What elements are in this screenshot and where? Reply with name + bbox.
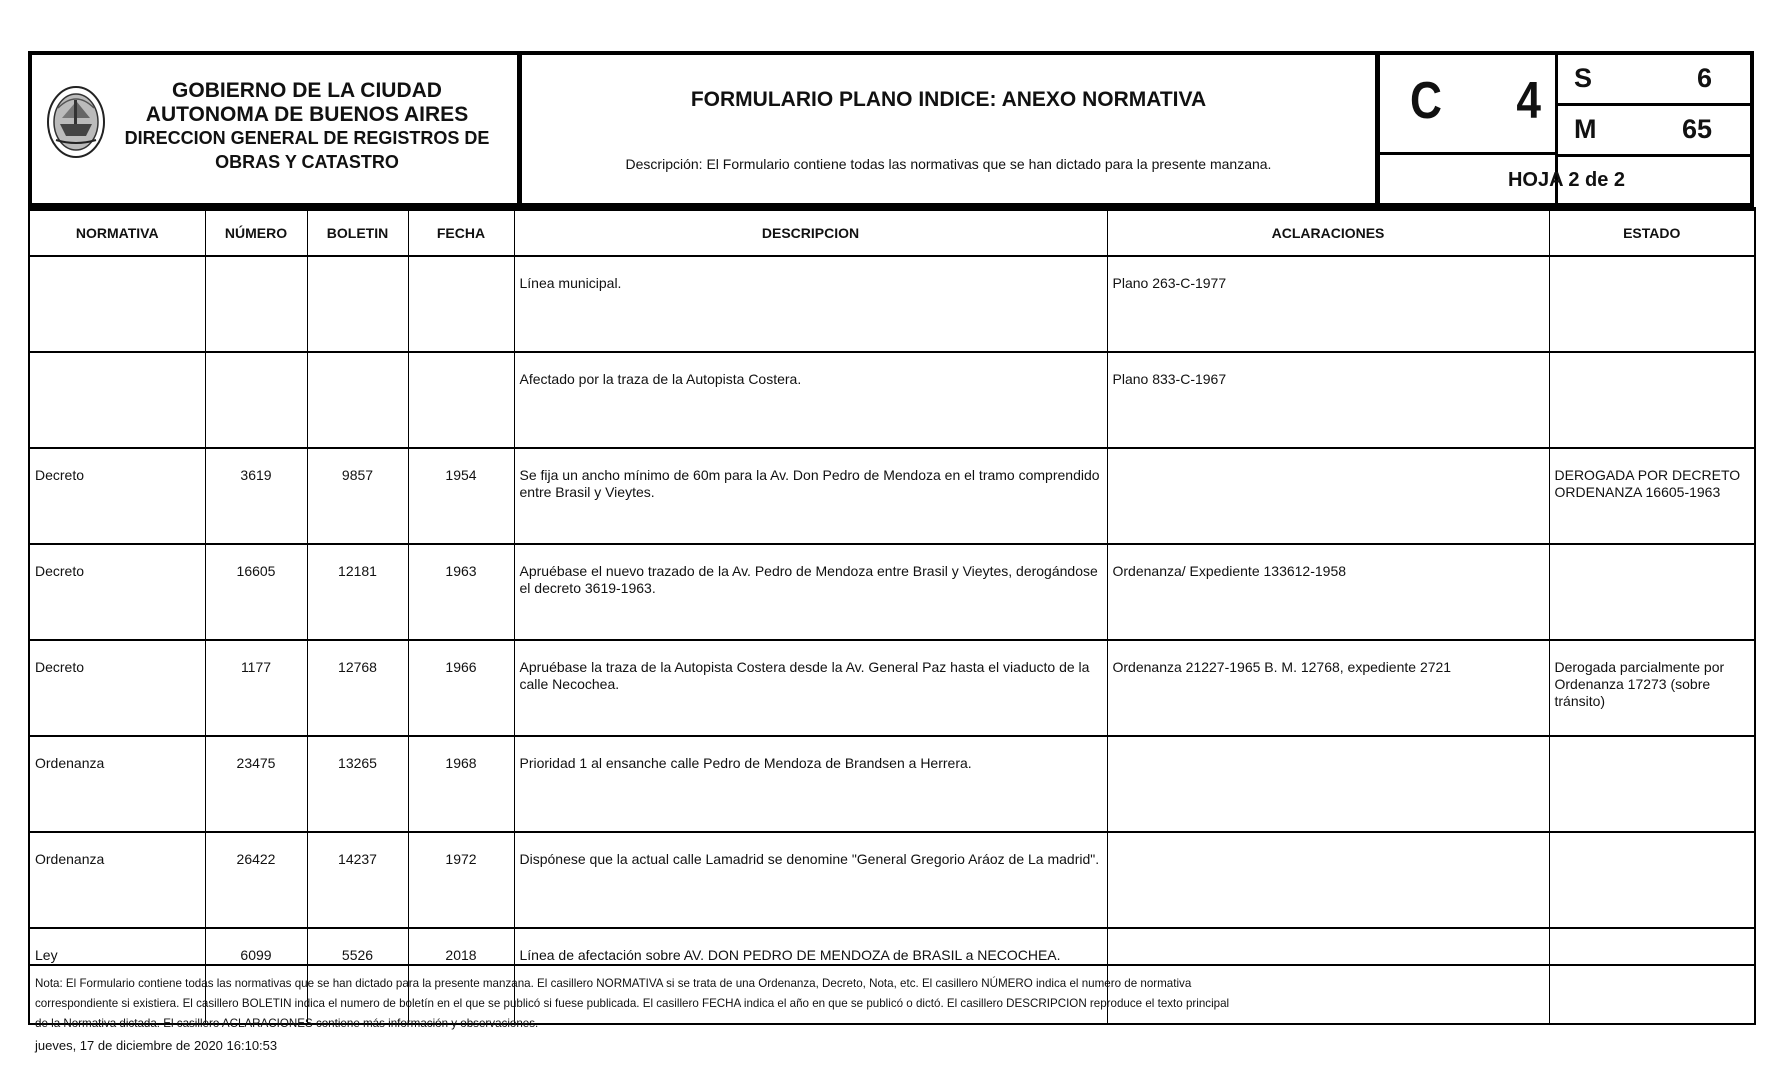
organization-block	[32, 55, 522, 203]
footer-divider	[28, 964, 1754, 966]
cell-descripcion: Apruébase el nuevo trazado de la Av. Pedro de Mendoza entre Brasil y Vieytes, derogándose el decreto 3619-1963.	[514, 544, 1107, 640]
cell-estado	[1549, 736, 1755, 832]
table-row	[29, 832, 1755, 928]
code-number: 4	[1516, 72, 1541, 130]
cell-boletin: 12768	[307, 640, 408, 736]
cell-estado	[1549, 832, 1755, 928]
cell-numero: 23475	[205, 736, 307, 832]
column-header-boletin: BOLETIN	[307, 209, 408, 256]
organization-name	[102, 79, 512, 174]
cell-normativa: Decreto	[29, 448, 205, 544]
table-row	[29, 544, 1755, 640]
cell-aclaraciones: Ordenanza/ Expediente 133612-1958	[1107, 544, 1549, 640]
org-line-1: GOBIERNO DE LA CIUDAD	[172, 79, 442, 102]
manzana-value: 65	[1681, 114, 1712, 144]
cell-descripcion: Apruébase la traza de la Autopista Costera desde la Av. General Paz hasta el viaducto de la calle Necochea.	[514, 640, 1107, 736]
section-code	[1380, 55, 1555, 155]
org-line-3: DIRECCION GENERAL DE REGISTROS DE	[124, 128, 490, 149]
manzana-row	[1558, 106, 1750, 157]
table-row	[29, 736, 1755, 832]
table-header-row	[29, 209, 1755, 256]
cell-numero: 26422	[205, 832, 307, 928]
cell-aclaraciones: Plano 833-C-1967	[1107, 352, 1549, 448]
cell-normativa: Decreto	[29, 640, 205, 736]
cell-normativa	[29, 352, 205, 448]
cell-numero: 3619	[205, 448, 307, 544]
footer-note	[35, 974, 1355, 1034]
cell-boletin: 9857	[307, 448, 408, 544]
cell-aclaraciones	[1107, 832, 1549, 928]
cell-descripcion: Dispónese que la actual calle Lamadrid se denomine "General Gregorio Aráoz de La madrid".	[514, 832, 1107, 928]
cell-aclaraciones: Ordenanza 21227-1965 B. M. 12768, expediente 2721	[1107, 640, 1549, 736]
cell-numero: 16605	[205, 544, 307, 640]
cell-descripcion: Se fija un ancho mínimo de 60m para la Av. Don Pedro de Mendoza en el tramo comprendido entre Brasil y Vieytes.	[514, 448, 1107, 544]
cell-fecha: 1954	[408, 448, 514, 544]
column-header-normativa: NORMATIVA	[29, 209, 205, 256]
table-row	[29, 256, 1755, 352]
column-header-fecha: FECHA	[408, 209, 514, 256]
column-header-numero: NÚMERO	[205, 209, 307, 256]
cell-estado	[1549, 352, 1755, 448]
cell-normativa: Decreto	[29, 544, 205, 640]
form-title: FORMULARIO PLANO INDICE: ANEXO NORMATIVA	[690, 88, 1207, 111]
cell-boletin	[307, 352, 408, 448]
note-line-3: de la Normativa dictada. El casillero ACLARACIONES contiene más información y observaciones.	[35, 1017, 539, 1030]
org-line-2: AUTONOMA DE BUENOS AIRES	[145, 103, 469, 127]
cell-estado: Derogada parcialmente por Ordenanza 17273 (sobre tránsito)	[1549, 640, 1755, 736]
note-line-1: Nota: El Formulario contiene todas las normativas que se han dictado para la presente manzana. El casillero NORMATIVA si se trata de una Ordenanza, Decreto, Nota, etc. El casillero NÚMERO indica el numero de normativa	[35, 977, 1192, 990]
cell-fecha: 1963	[408, 544, 514, 640]
note-line-2: correspondiente si existiera. El casillero BOLETIN indica el numero de boletín en el que se publicó si fuese publicada. El casillero FECHA indica el año en que se publicó o dictó. El casillero DESCRIPCION reproduce el texto principal	[35, 997, 1230, 1010]
section-manzana-block	[1507, 55, 1750, 203]
cell-descripcion: Línea de afectación sobre AV. DON PEDRO DE MENDOZA de BRASIL a NECOCHEA.	[514, 928, 1107, 1024]
column-header-aclaraciones: ACLARACIONES	[1107, 209, 1549, 256]
cell-boletin	[307, 256, 408, 352]
cell-numero	[205, 256, 307, 352]
cell-descripcion: Afectado por la traza de la Autopista Costera.	[514, 352, 1107, 448]
cell-fecha: 1972	[408, 832, 514, 928]
cell-normativa	[29, 256, 205, 352]
cell-fecha	[408, 352, 514, 448]
seccion-label: S	[1574, 63, 1593, 93]
cell-boletin: 12181	[307, 544, 408, 640]
seccion-row	[1558, 55, 1750, 106]
cell-estado	[1549, 544, 1755, 640]
cell-fecha: 2018	[408, 928, 514, 1024]
cell-boletin: 13265	[307, 736, 408, 832]
cell-aclaraciones	[1107, 448, 1549, 544]
table-row	[29, 352, 1755, 448]
cell-normativa: Ordenanza	[29, 832, 205, 928]
cell-fecha: 1968	[408, 736, 514, 832]
form-title-block	[522, 55, 1380, 203]
seccion-value: 6	[1696, 63, 1712, 93]
table-row	[29, 448, 1755, 544]
document-header	[28, 51, 1754, 207]
page-indicator: HOJA 2 de 2	[1507, 169, 1626, 191]
cell-boletin: 5526	[307, 928, 408, 1024]
org-line-4: OBRAS Y CATASTRO	[215, 151, 399, 172]
form-description: Descripción: El Formulario contiene todas las normativas que se han dictado para la presente manzana.	[625, 156, 1272, 172]
cell-estado	[1549, 928, 1755, 1024]
cell-fecha: 1966	[408, 640, 514, 736]
cell-numero: 1177	[205, 640, 307, 736]
manzana-label: M	[1574, 114, 1597, 144]
print-timestamp: jueves, 17 de diciembre de 2020 16:10:53	[35, 1038, 278, 1053]
cell-boletin: 14237	[307, 832, 408, 928]
cell-estado	[1549, 256, 1755, 352]
cell-estado: DEROGADA POR DECRETO ORDENANZA 16605-1963	[1549, 448, 1755, 544]
cell-fecha	[408, 256, 514, 352]
column-header-estado: ESTADO	[1549, 209, 1755, 256]
city-seal-icon	[46, 84, 106, 160]
cell-descripcion: Línea municipal.	[514, 256, 1107, 352]
normativa-table	[28, 207, 1756, 1025]
cell-aclaraciones: Plano 263-C-1977	[1107, 256, 1549, 352]
cell-aclaraciones	[1107, 736, 1549, 832]
column-header-descripcion: DESCRIPCION	[514, 209, 1107, 256]
cell-normativa: Ley	[29, 928, 205, 1024]
cell-descripcion: Prioridad 1 al ensanche calle Pedro de Mendoza de Brandsen a Herrera.	[514, 736, 1107, 832]
code-letter: C	[1410, 72, 1442, 130]
cell-numero	[205, 352, 307, 448]
table-row	[29, 640, 1755, 736]
cell-normativa: Ordenanza	[29, 736, 205, 832]
cell-numero: 6099	[205, 928, 307, 1024]
